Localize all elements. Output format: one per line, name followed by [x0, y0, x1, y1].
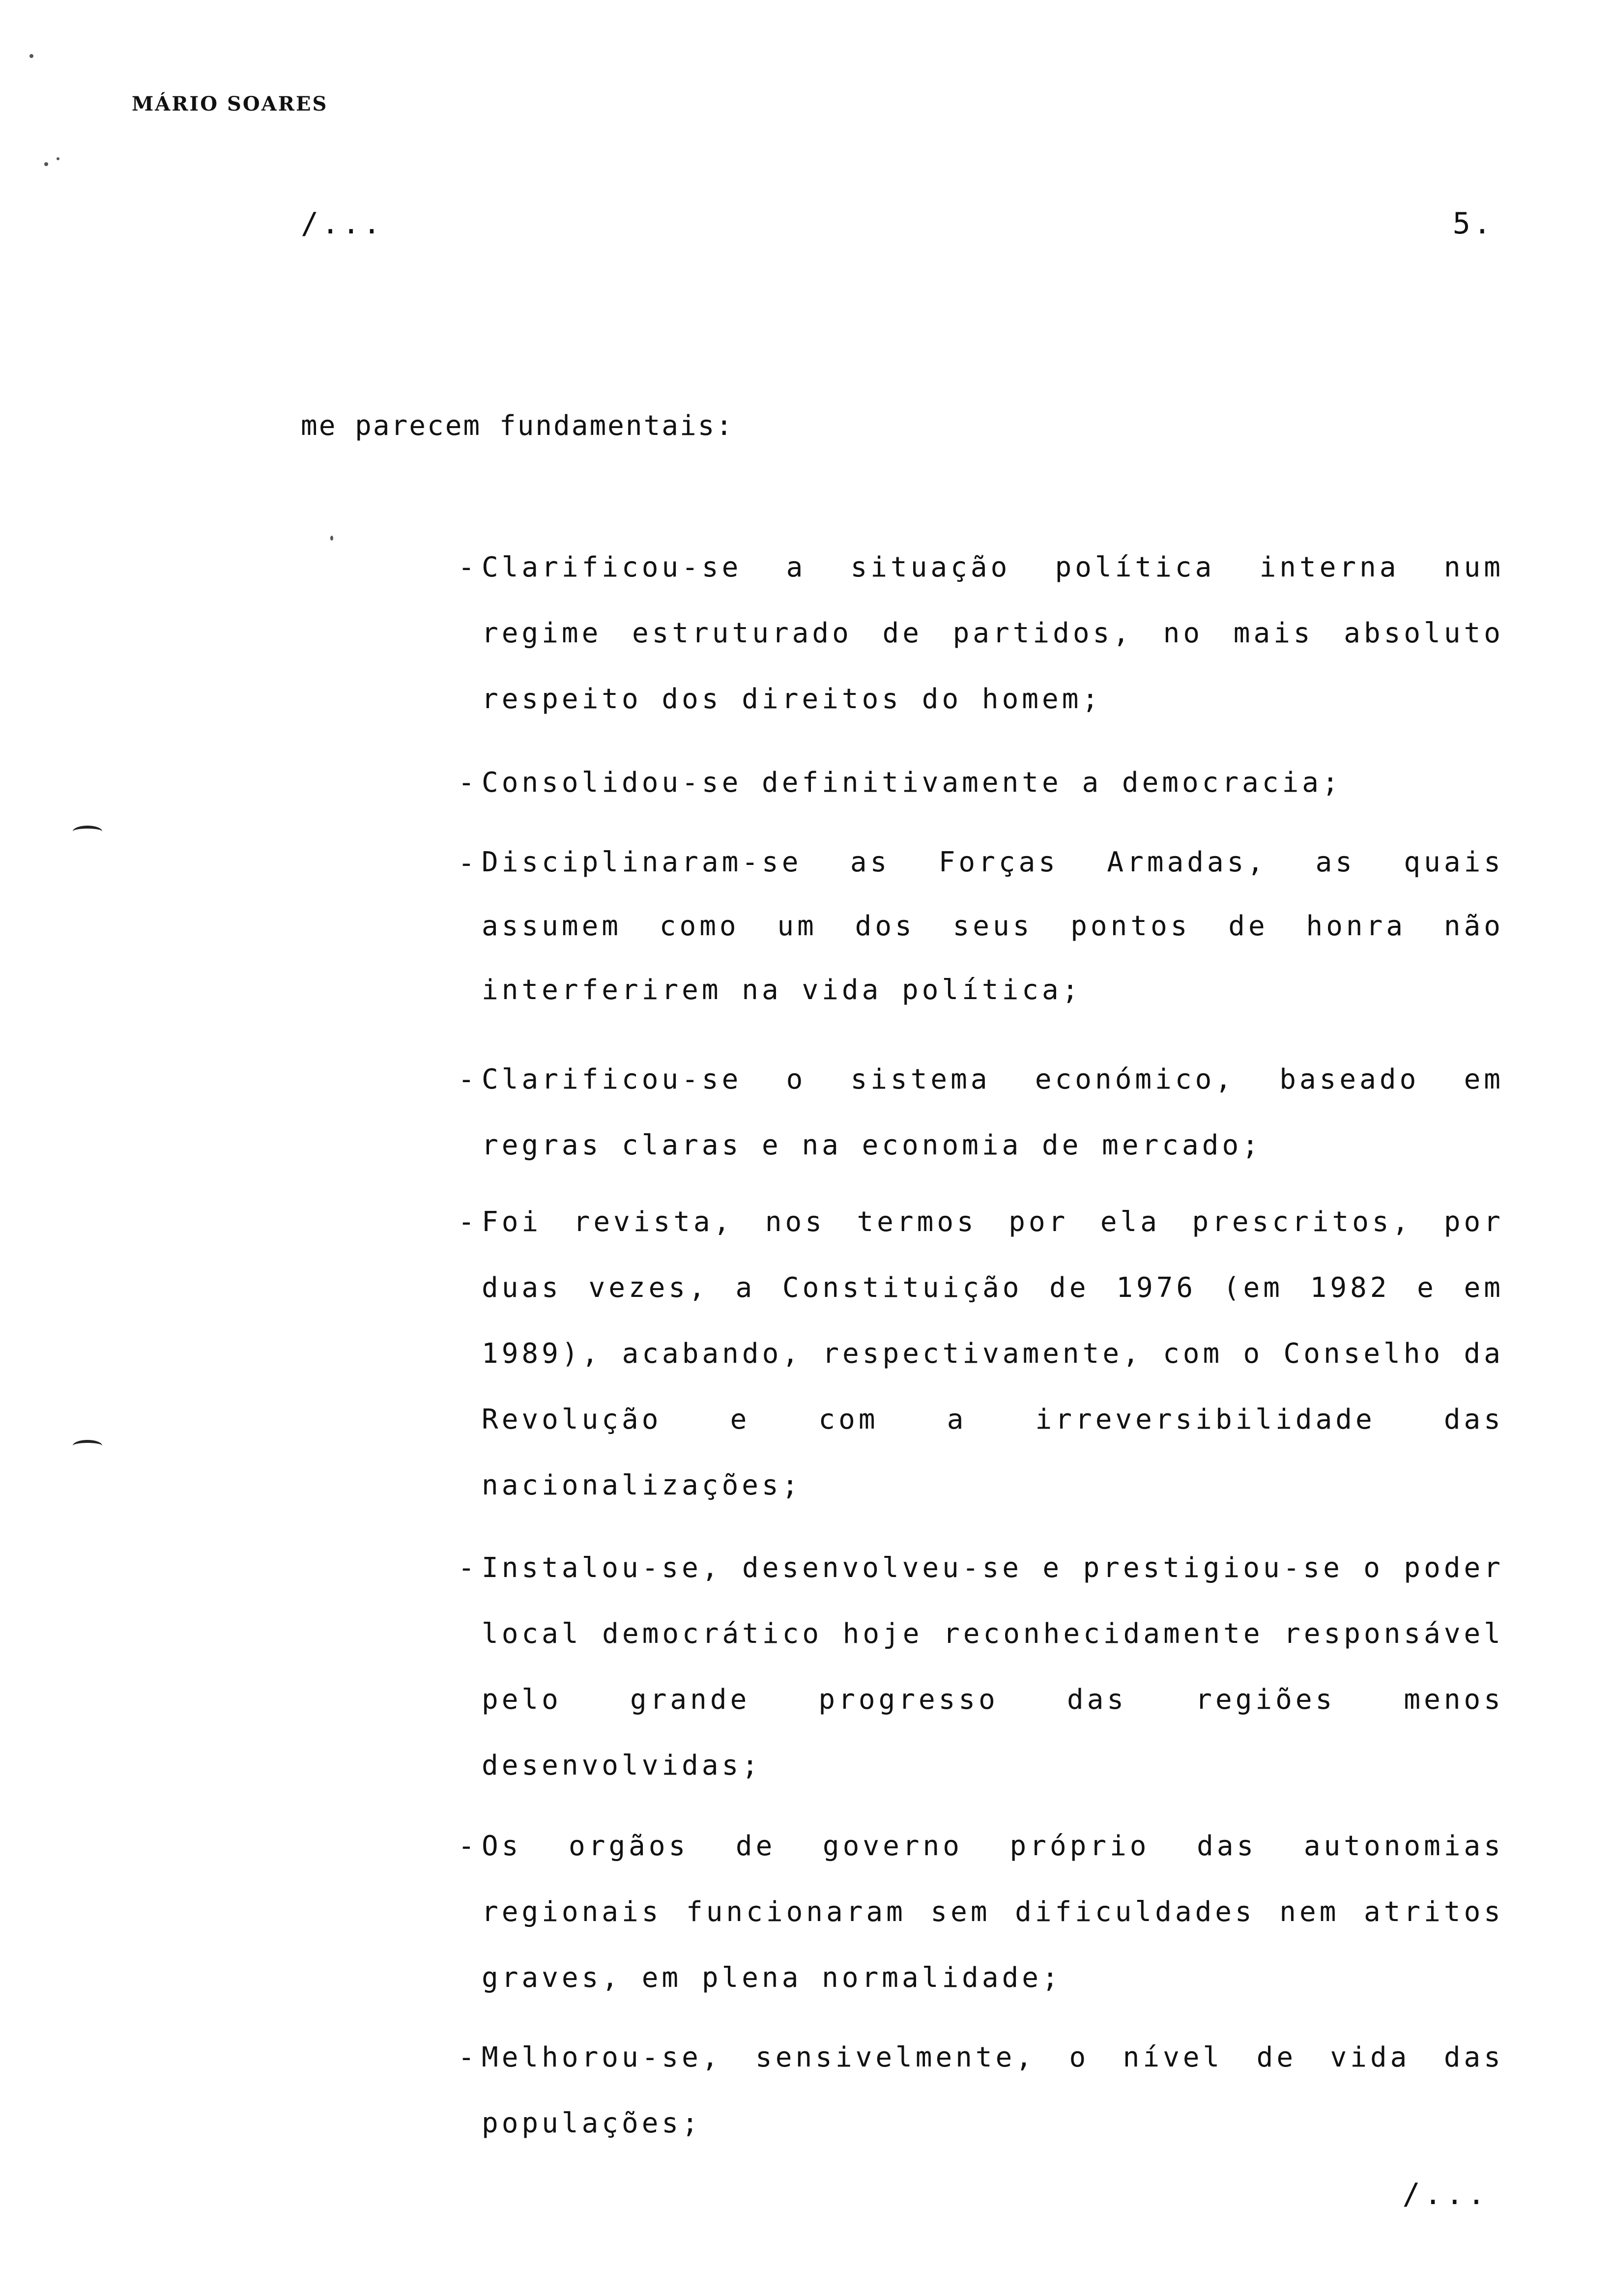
list-item-text: Disciplinaram-se as Forças Armadas, as quais assumem como um dos seus pontos de honra não interferirem na vida política;	[482, 846, 1504, 1006]
list-item-text: Instalou-se, desenvolveu-se e prestigiou-se o poder local democrático hoje reconhecidamente responsável pelo grande progresso das regiões menos desenvolvidas;	[482, 1552, 1504, 1781]
continuation-mark-bottom: /...	[1402, 2177, 1489, 2211]
list-item	[458, 1813, 1504, 2011]
continuation-mark-top: /...	[301, 206, 384, 241]
list-item	[458, 535, 1504, 732]
list-dash: -	[458, 2041, 475, 2073]
list-item-text: Os orgãos de governo próprio das autonomias regionais funcionaram sem dificuldades nem atritos graves, em plena normalidade;	[482, 1830, 1504, 1994]
list-dash: -	[458, 847, 475, 879]
scan-speck	[44, 162, 48, 166]
list-dash: -	[458, 767, 475, 799]
list-item-text: Melhorou-se, sensivelmente, o nível de vida das populações;	[482, 2041, 1504, 2139]
list-item-text: Foi revista, nos termos por ela prescritos, por duas vezes, a Constituição de 1976 (em 1982 e em 1989), acabando, respectivamente, com o Conselho da Revolução e com a irreversibilidade das nacionalizações;	[482, 1206, 1504, 1501]
list-item	[458, 831, 1504, 1022]
intro-line: me parecem fundamentais:	[301, 410, 734, 442]
scan-speck	[330, 536, 333, 541]
page-number: 5.	[1452, 206, 1494, 241]
list-item-text: Consolidou-se definitivamente a democracia;	[482, 767, 1342, 799]
author-letterhead: MÁRIO SOARES	[132, 92, 328, 115]
list-dash: -	[458, 1552, 475, 1584]
list-dash: -	[458, 551, 475, 583]
list-item-text: Clarificou-se o sistema económico, baseado em regras claras e na economia de mercado;	[482, 1063, 1504, 1161]
margin-mark	[73, 826, 102, 837]
list-item	[458, 750, 1504, 816]
list-dash: -	[458, 1063, 475, 1095]
list-item-text: Clarificou-se a situação política interna num regime estruturado de partidos, no mais absoluto respeito dos direitos do homem;	[482, 551, 1504, 715]
list-item	[458, 1535, 1504, 1799]
list-dash: -	[458, 1206, 475, 1238]
margin-mark	[73, 1440, 102, 1452]
scan-speck	[29, 54, 33, 58]
scan-speck	[57, 157, 59, 160]
list-item	[458, 1189, 1504, 1519]
list-item	[458, 1047, 1504, 1178]
list-dash: -	[458, 1830, 475, 1862]
list-item	[458, 2025, 1504, 2156]
